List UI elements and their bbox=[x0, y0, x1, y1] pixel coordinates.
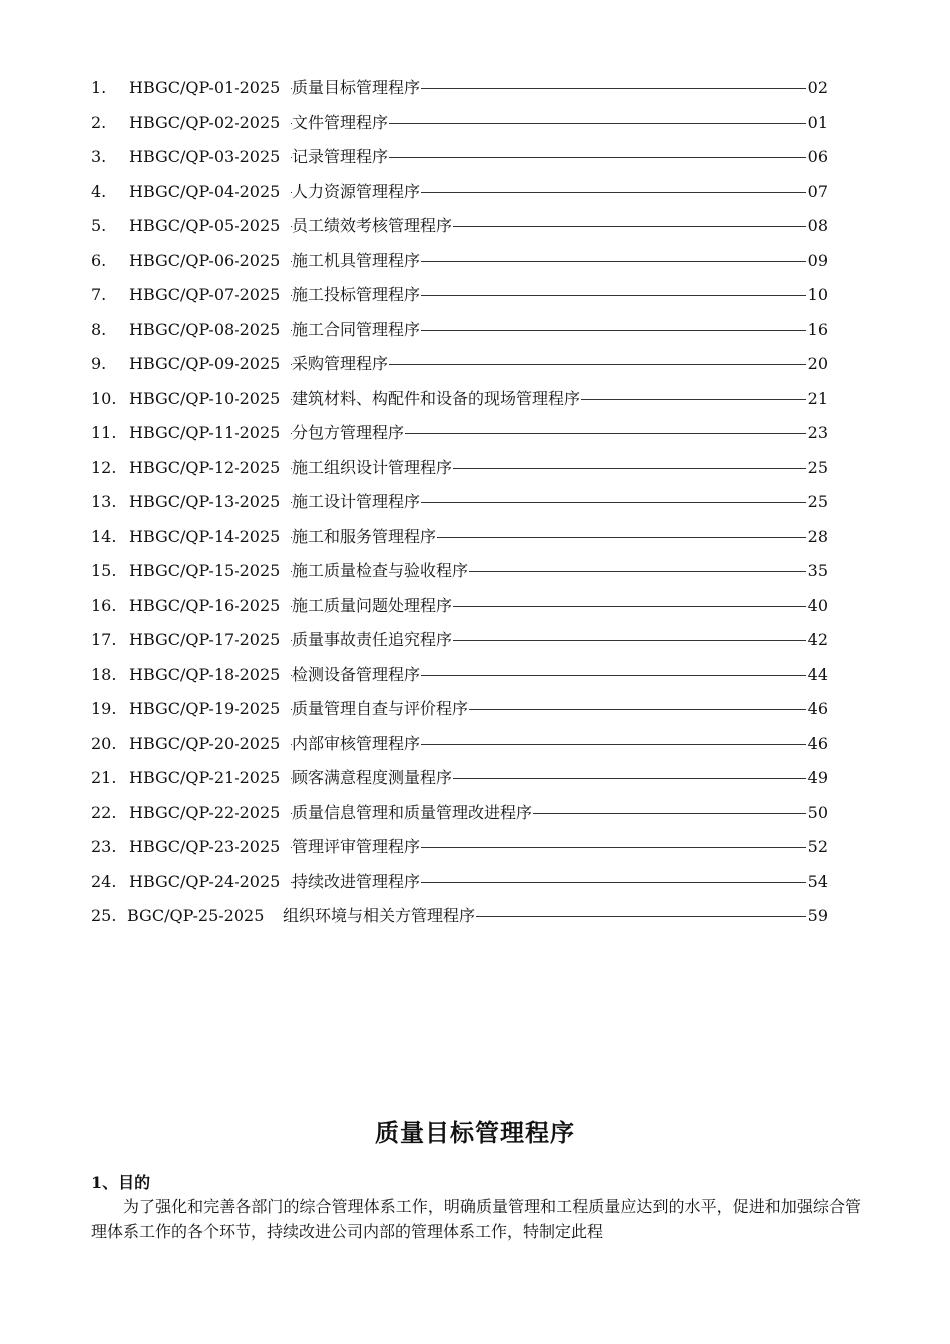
toc-entry[interactable] bbox=[91, 421, 831, 456]
toc-entry[interactable] bbox=[91, 766, 831, 801]
toc-entry-code: HBGC/QP-06-2025 bbox=[129, 250, 281, 270]
toc-entry-title: 内部审核管理程序 bbox=[292, 732, 421, 756]
toc-entry-code: HBGC/QP-23-2025 bbox=[129, 837, 281, 856]
toc-entry-number: 15. bbox=[91, 561, 117, 580]
toc-entry-code: HBGC/QP-12-2025 bbox=[129, 457, 281, 477]
toc-entry[interactable] bbox=[91, 697, 831, 732]
toc-entry-code: HBGC/QP-17-2025 bbox=[129, 630, 281, 649]
toc-entry-number: 10. bbox=[91, 388, 117, 408]
toc-entry-number: 25. bbox=[91, 906, 117, 925]
toc-entry-code: HBGC/QP-03-2025 bbox=[129, 147, 281, 166]
toc-entry-number: 14. bbox=[91, 526, 117, 546]
toc-entry[interactable] bbox=[91, 76, 831, 111]
toc-entry-page-number: 07 bbox=[806, 180, 828, 204]
toc-entry-number: 24. bbox=[91, 871, 117, 891]
toc-entry-title: 采购管理程序 bbox=[292, 352, 389, 376]
toc-entry-page-number: 44 bbox=[806, 663, 828, 687]
toc-entry-page-number: 21 bbox=[806, 387, 828, 411]
toc-entry-page-number: 02 bbox=[806, 76, 828, 100]
toc-entry-title: 施工投标管理程序 bbox=[292, 283, 421, 307]
toc-entry-code: HBGC/QP-20-2025 bbox=[129, 733, 281, 753]
toc-entry[interactable] bbox=[91, 318, 831, 353]
toc-entry-page-number: 10 bbox=[806, 283, 828, 307]
toc-entry-title: 施工质量问题处理程序 bbox=[292, 594, 453, 618]
toc-entry-page-number: 25 bbox=[806, 456, 828, 480]
toc-entry[interactable] bbox=[91, 352, 831, 387]
toc-entry-page-number: 20 bbox=[806, 352, 828, 376]
toc-entry-code: HBGC/QP-13-2025 bbox=[129, 492, 281, 511]
toc-entry-title: 施工机具管理程序 bbox=[292, 249, 421, 273]
toc-entry[interactable] bbox=[91, 249, 831, 284]
toc-entry-page-number: 52 bbox=[806, 835, 828, 859]
toc-entry-page-number: 25 bbox=[806, 490, 828, 514]
toc-entry-title: 记录管理程序 bbox=[292, 145, 389, 169]
toc-entry-page-number: 28 bbox=[806, 525, 828, 549]
toc-entry-title: 员工绩效考核管理程序 bbox=[292, 214, 453, 238]
toc-entry-code: HBGC/QP-05-2025 bbox=[129, 216, 281, 235]
toc-entry-number: 23. bbox=[91, 837, 117, 856]
toc-entry-code: HBGC/QP-07-2025 bbox=[129, 285, 281, 304]
toc-entry-number: 2. bbox=[91, 112, 107, 132]
toc-entry-number: 12. bbox=[91, 457, 117, 477]
toc-entry-title: 管理评审管理程序 bbox=[292, 835, 421, 859]
toc-entry-title: 建筑材料、构配件和设备的现场管理程序 bbox=[292, 387, 581, 411]
toc-entry-page-number: 54 bbox=[806, 870, 828, 894]
toc-entry[interactable] bbox=[91, 525, 831, 560]
toc-entry-code: HBGC/QP-15-2025 bbox=[129, 561, 281, 580]
toc-entry-page-number: 46 bbox=[806, 732, 828, 756]
toc-entry[interactable] bbox=[91, 111, 831, 146]
toc-entry[interactable] bbox=[91, 559, 831, 594]
toc-entry-number: 9. bbox=[91, 354, 107, 373]
toc-entry-number: 17. bbox=[91, 630, 117, 649]
toc-entry-page-number: 08 bbox=[806, 214, 828, 238]
toc-entry-number: 20. bbox=[91, 733, 117, 753]
toc-entry-page-number: 46 bbox=[806, 697, 828, 721]
toc-entry[interactable] bbox=[91, 663, 831, 698]
toc-entry-number: 4. bbox=[91, 181, 107, 201]
toc-entry-code: HBGC/QP-10-2025 bbox=[129, 388, 281, 408]
toc-entry-number: 19. bbox=[91, 699, 117, 718]
toc-entry-code: HBGC/QP-14-2025 bbox=[129, 526, 281, 546]
toc-entry-page-number: 40 bbox=[806, 594, 828, 618]
toc-entry-page-number: 35 bbox=[806, 559, 828, 583]
toc-entry[interactable] bbox=[91, 628, 831, 663]
toc-entry-code: HBGC/QP-21-2025 bbox=[129, 768, 281, 787]
toc-entry[interactable] bbox=[91, 214, 831, 249]
section-title: 质量目标管理程序 bbox=[375, 1118, 575, 1147]
toc-entry[interactable] bbox=[91, 801, 831, 836]
toc-entry[interactable] bbox=[91, 594, 831, 629]
toc-entry-title: 持续改进管理程序 bbox=[292, 870, 421, 894]
toc-entry-title: 施工合同管理程序 bbox=[292, 318, 421, 342]
toc-entry-number: 5. bbox=[91, 216, 107, 235]
toc-entry-code: HBGC/QP-01-2025 bbox=[129, 78, 281, 97]
toc-entry-title: 文件管理程序 bbox=[292, 111, 389, 135]
toc-entry-title: 质量管理自查与评价程序 bbox=[292, 697, 469, 721]
toc-entry[interactable] bbox=[91, 732, 831, 767]
toc-entry[interactable] bbox=[91, 490, 831, 525]
toc-entry[interactable] bbox=[91, 387, 831, 422]
toc-entry-page-number: 16 bbox=[806, 318, 828, 342]
toc-entry-title: 质量事故责任追究程序 bbox=[292, 628, 453, 652]
toc-entry[interactable] bbox=[91, 835, 831, 870]
toc-entry-page-number: 49 bbox=[806, 766, 828, 790]
toc-entry[interactable] bbox=[91, 145, 831, 180]
toc-entry-page-number: 23 bbox=[806, 421, 828, 445]
toc-entry-page-number: 42 bbox=[806, 628, 828, 652]
toc-entry-code: HBGC/QP-22-2025 bbox=[129, 802, 281, 822]
toc-entry-page-number: 59 bbox=[806, 904, 828, 928]
toc-entry-number: 8. bbox=[91, 319, 107, 339]
toc-entry[interactable] bbox=[91, 870, 831, 905]
toc-entry-code: HBGC/QP-24-2025 bbox=[129, 871, 281, 891]
toc-entry-title: 检测设备管理程序 bbox=[292, 663, 421, 687]
toc-entry-title: 质量目标管理程序 bbox=[292, 76, 421, 100]
toc-entry[interactable] bbox=[91, 456, 831, 491]
toc-entry-number: 13. bbox=[91, 492, 117, 511]
toc-entry-code: HBGC/QP-04-2025 bbox=[129, 181, 281, 201]
section-heading-purpose: 1、目的 bbox=[91, 1173, 151, 1192]
toc-entry-code: HBGC/QP-11-2025 bbox=[129, 423, 281, 442]
toc-entry-code: HBGC/QP-19-2025 bbox=[129, 699, 281, 718]
table-of-contents bbox=[91, 76, 831, 939]
toc-entry[interactable] bbox=[91, 180, 831, 215]
toc-entry-code: HBGC/QP-09-2025 bbox=[129, 354, 281, 373]
toc-entry-title: 施工和服务管理程序 bbox=[292, 525, 437, 549]
toc-entry-title: 组织环境与相关方管理程序 bbox=[283, 904, 476, 928]
toc-entry-page-number: 01 bbox=[806, 111, 828, 135]
toc-entry-code: HBGC/QP-18-2025 bbox=[129, 664, 281, 684]
toc-entry-number: 21. bbox=[91, 768, 117, 787]
toc-entry-title: 质量信息管理和质量管理改进程序 bbox=[292, 801, 533, 825]
toc-entry-number: 3. bbox=[91, 147, 107, 166]
toc-entry-title: 施工组织设计管理程序 bbox=[292, 456, 453, 480]
toc-entry-number: 6. bbox=[91, 250, 107, 270]
toc-entry-code: HBGC/QP-02-2025 bbox=[129, 112, 281, 132]
toc-entry-page-number: 09 bbox=[806, 249, 828, 273]
toc-entry-code: HBGC/QP-08-2025 bbox=[129, 319, 281, 339]
toc-entry-title: 施工设计管理程序 bbox=[292, 490, 421, 514]
toc-entry-number: 16. bbox=[91, 595, 117, 615]
purpose-paragraph: 为了强化和完善各部门的综合管理体系工作，明确质量管理和工程质量应达到的水平，促进和加强综合管理体系工作的各个环节，持续改进公司内部的管理体系工作，特制定此程 bbox=[91, 1197, 861, 1241]
toc-entry-title: 人力资源管理程序 bbox=[292, 180, 421, 204]
toc-entry-code: BGC/QP-25-2025 bbox=[127, 906, 265, 925]
toc-entry-title: 分包方管理程序 bbox=[292, 421, 405, 445]
toc-entry-number: 7. bbox=[91, 285, 107, 304]
toc-entry-page-number: 50 bbox=[806, 801, 828, 825]
toc-entry-code: HBGC/QP-16-2025 bbox=[129, 595, 281, 615]
toc-entry-number: 22. bbox=[91, 802, 117, 822]
toc-entry-title: 顾客满意程度测量程序 bbox=[292, 766, 453, 790]
toc-entry[interactable] bbox=[91, 904, 831, 939]
toc-entry-number: 11. bbox=[91, 423, 117, 442]
toc-entry-number: 1. bbox=[91, 78, 107, 97]
toc-entry[interactable] bbox=[91, 283, 831, 318]
toc-entry-number: 18. bbox=[91, 664, 117, 684]
toc-entry-title: 施工质量检查与验收程序 bbox=[292, 559, 469, 583]
toc-entry-page-number: 06 bbox=[806, 145, 828, 169]
